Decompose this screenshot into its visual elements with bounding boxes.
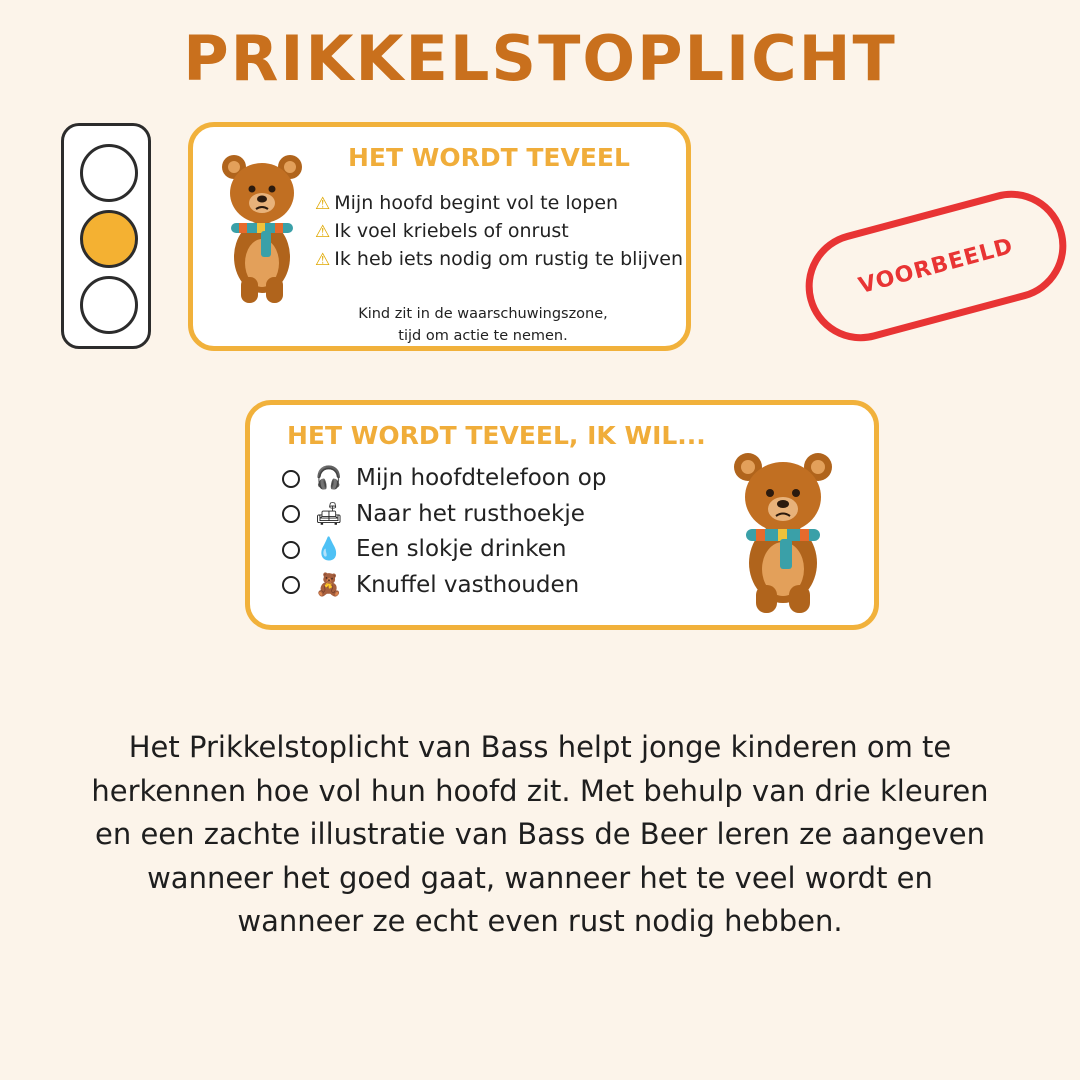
description-text: Het Prikkelstoplicht van Bass helpt jonge kinderen om te herkennen hoe vol hun hoofd zit. Met behulp van drie kleuren en een zachte illustratie van Bass de Beer leren ze aangeven wanneer het goed gaat, wanneer het te veel wordt en wanneer ze echt even rust nodig hebben. — [91, 730, 989, 938]
warning-list — [315, 189, 683, 273]
warning-card-heading: HET WORDT TEVEEL — [348, 143, 630, 172]
list-item: ⚠ Ik heb iets nodig om rustig te blijven — [315, 248, 683, 270]
example-stamp — [793, 178, 1078, 353]
radio-circle[interactable] — [282, 505, 300, 523]
list-item: ⚠ Mijn hoofd begint vol te lopen — [315, 192, 619, 214]
water-drop-icon: 💧 — [315, 537, 343, 562]
list-item[interactable]: 💧 Een slokje drinken — [282, 532, 606, 568]
radio-circle[interactable] — [282, 576, 300, 594]
traffic-light — [61, 123, 151, 349]
headphones-icon: 🎧 — [315, 466, 343, 491]
traffic-light-middle-lamp — [80, 210, 138, 268]
list-item: ⚠ Ik voel kriebels of onrust — [315, 220, 569, 242]
wishes-list — [282, 461, 606, 603]
warning-card — [188, 122, 691, 351]
traffic-light-top-lamp — [80, 144, 138, 202]
warning-icon: ⚠ — [315, 194, 331, 214]
bear-illustration — [217, 145, 307, 305]
warning-icon: ⚠ — [315, 222, 331, 242]
bear-illustration — [728, 445, 838, 615]
teddy-bear-icon: 🧸 — [315, 572, 343, 598]
warning-icon: ⚠ — [315, 250, 331, 270]
example-stamp-label: VOORBEELD — [855, 233, 1017, 299]
warning-note: Kind zit in de waarschuwingszone, tijd om actie te nemen. — [358, 306, 608, 344]
wishes-card-heading: HET WORDT TEVEEL, IK WIL... — [287, 421, 706, 450]
list-item[interactable]: 🧸 Knuffel vasthouden — [282, 568, 606, 604]
page-title: PRIKKELSTOPLICHT — [183, 22, 897, 95]
radio-circle[interactable] — [282, 470, 300, 488]
wishes-card — [245, 400, 879, 630]
list-item[interactable]: 🎧 Mijn hoofdtelefoon op — [282, 461, 606, 497]
traffic-light-bottom-lamp — [80, 276, 138, 334]
list-item[interactable]: 🛋 Naar het rusthoekje — [282, 497, 606, 533]
radio-circle[interactable] — [282, 541, 300, 559]
couch-icon: 🛋 — [315, 501, 343, 527]
